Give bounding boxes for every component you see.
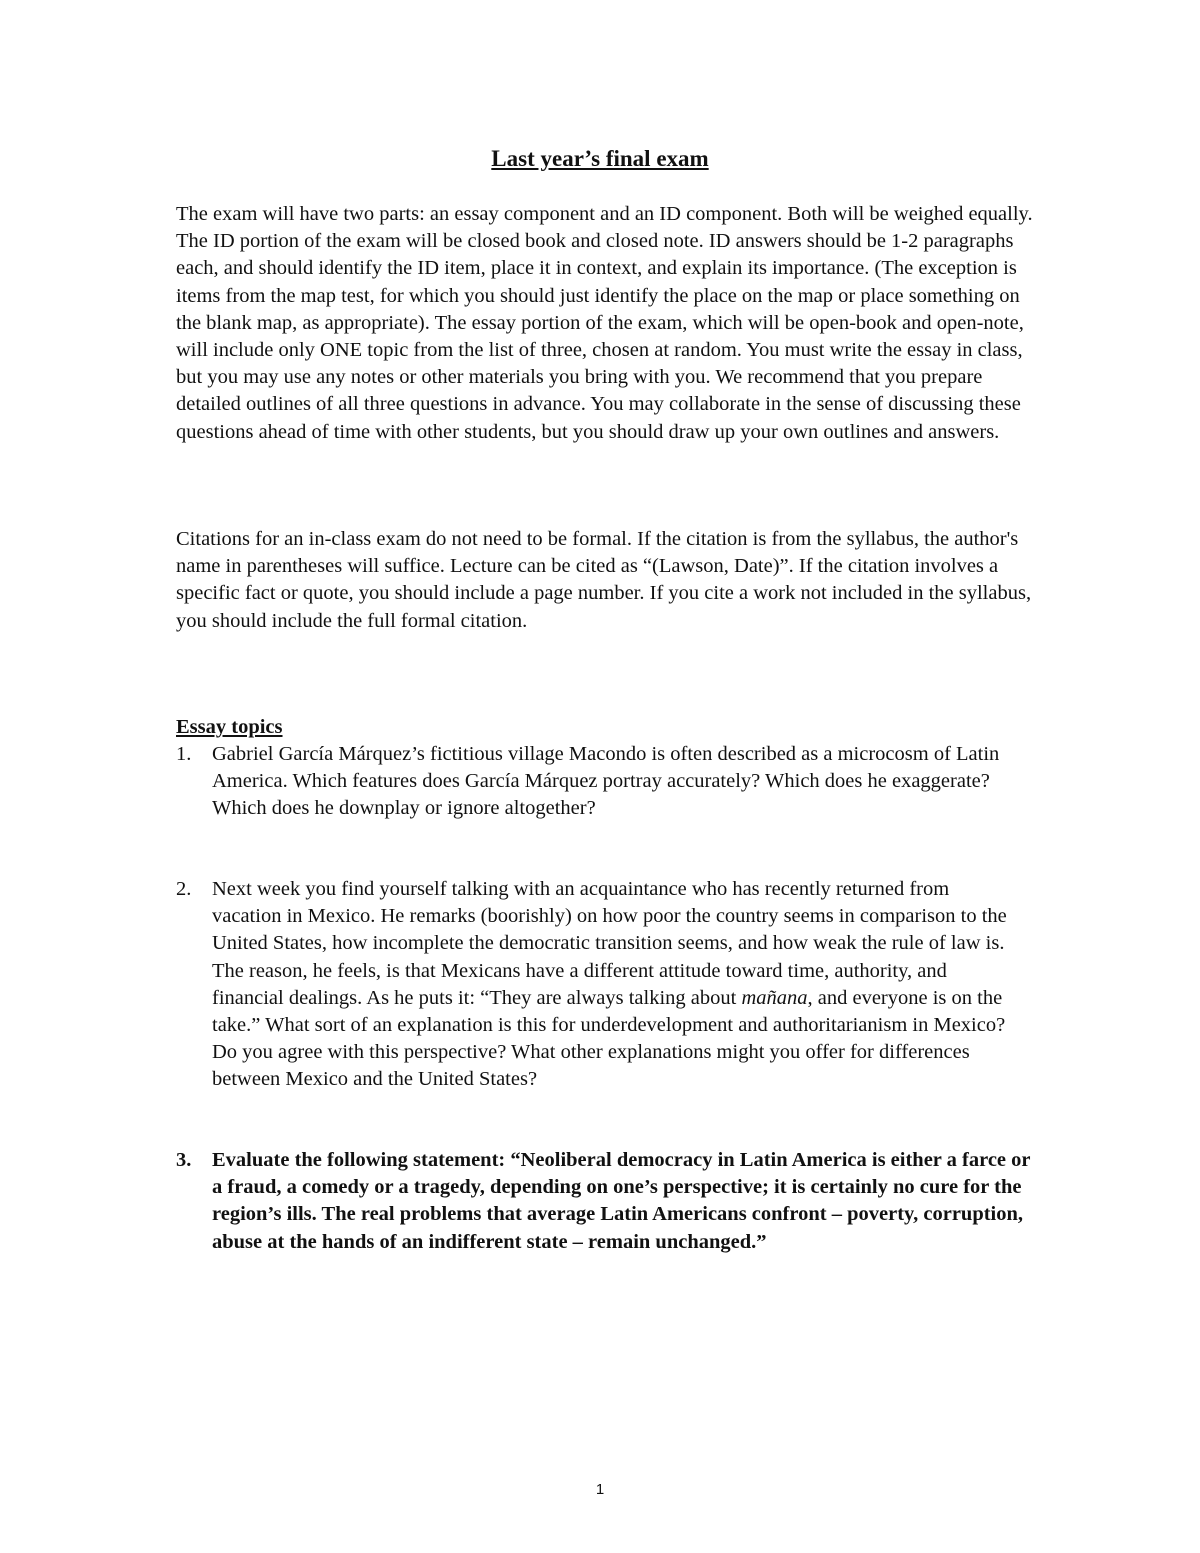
- exam-format-paragraph: The exam will have two parts: an essay component and an ID component. Both will be weighed equally. The ID portion of the exam will be closed book and closed note. ID answers should be 1-2 paragraphs each, and should identify the ID item, place it in context, and explain its importance. (The exception is items from the map test, for which you should just identify the place on the map or place something on the blank map, as appropriate). The essay portion of the exam, which will be open-book and open-note, will include only ONE topic from the list of three, chosen at random. You must write the essay in class, but you may use any notes or other materials you bring with you. We recommend that you prepare detailed outlines of all three questions in advance. You may collaborate in the sense of discussing these questions ahead of time with other students, but you should draw up your own outlines and answers.: [176, 203, 1033, 443]
- essay-topic-2: [176, 876, 1036, 1094]
- topic-text-part: Next week you find yourself talking with an acquaintance who has recently returned from vacation in Mexico. He remarks (boorishly) on how poor the country seems in comparison to the United States, how incomplete the democratic transition seems, and how weak the rule of law is. The reason, he feels, is that Mexicans have a different attitude toward time, authority, and financial dealings. As he puts it: “They are always talking about: [212, 878, 1007, 1009]
- citations-paragraph: Citations for an in-class exam do not need to be formal. If the citation is from the syllabus, the author's name in parentheses will suffice. Lecture can be cited as “(Lawson, Date)”. If the citation involves a specific fact or quote, you should include a page number. If you cite a work not included in the syllabus, you should include the full formal citation.: [176, 528, 1032, 632]
- essay-topic-text: Evaluate the following statement: “Neoliberal democracy in Latin America is either a farce or a fraud, a comedy or a tragedy, depending on one’s perspective; it is certainly no cure for the region’s ills. The real problems that average Latin Americans confront – poverty, corruption, abuse at the hands of an indifferent state – remain unchanged.”: [212, 1149, 1031, 1253]
- italic-term: mañana: [741, 986, 808, 1009]
- essay-topic-3: [176, 1147, 1036, 1256]
- list-number: 2.: [176, 878, 192, 900]
- page-title: Last year’s final exam: [491, 146, 709, 171]
- topic-text-part: , and everyone is on the take.” What sort of an explanation is this for underdevelopment and authoritarianism in Mexico? Do you agree with this perspective? What other explanations might you offer for differences between Mexico and the United States?: [212, 986, 1006, 1091]
- essay-topic-text: Gabriel García Márquez’s fictitious village Macondo is often described as a microcosm of Latin America. Which features does García Márquez portray accurately? Which does he exaggerate? Which does he downplay or ignore altogether?: [212, 743, 1000, 820]
- essay-topics-heading: Essay topics: [176, 716, 283, 738]
- list-number: 1.: [176, 743, 192, 765]
- page-number: 1: [595, 1481, 605, 1498]
- essay-topic-text: [212, 876, 1022, 1094]
- list-number: 3.: [176, 1149, 192, 1171]
- essay-topic-1: [176, 741, 1036, 823]
